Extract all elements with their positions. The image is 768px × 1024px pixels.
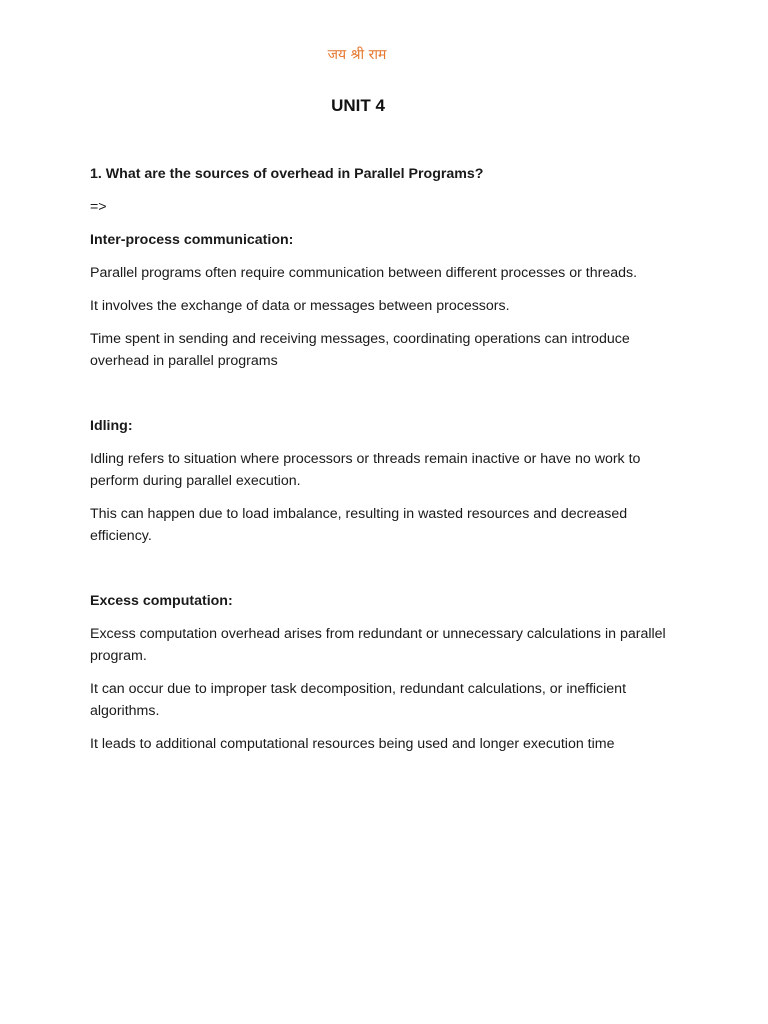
section-spacer bbox=[90, 558, 690, 590]
answer-arrow: => bbox=[90, 199, 107, 215]
question-text: 1. What are the sources of overhead in Parallel Programs? bbox=[90, 166, 484, 182]
header-motto: जय श्री राम bbox=[327, 47, 387, 63]
paragraph: It leads to additional computational resources being used and longer execution time bbox=[90, 736, 615, 752]
section-spacer bbox=[90, 383, 690, 415]
document-body bbox=[90, 163, 690, 766]
paragraph: Parallel programs often require communication between different processes or threads. bbox=[90, 265, 638, 281]
section-heading-idling: Idling: bbox=[90, 418, 133, 434]
paragraph: Excess computation overhead arises from redundant or unnecessary calculations in parallel program. bbox=[90, 626, 666, 664]
paragraph: Time spent in sending and receiving messages, coordinating operations can introduce overhead in parallel programs bbox=[90, 331, 630, 369]
section-heading-inter-process: Inter-process communication: bbox=[90, 232, 294, 248]
page-title: UNIT 4 bbox=[331, 96, 385, 115]
paragraph: This can happen due to load imbalance, resulting in wasted resources and decreased efficiency. bbox=[90, 506, 628, 544]
paragraph: Idling refers to situation where processors or threads remain inactive or have no work to perform during parallel execution. bbox=[90, 451, 641, 489]
paragraph: It can occur due to improper task decomposition, redundant calculations, or inefficient algorithms. bbox=[90, 681, 627, 719]
paragraph: It involves the exchange of data or messages between processors. bbox=[90, 298, 510, 314]
section-heading-excess-computation: Excess computation: bbox=[90, 593, 233, 609]
